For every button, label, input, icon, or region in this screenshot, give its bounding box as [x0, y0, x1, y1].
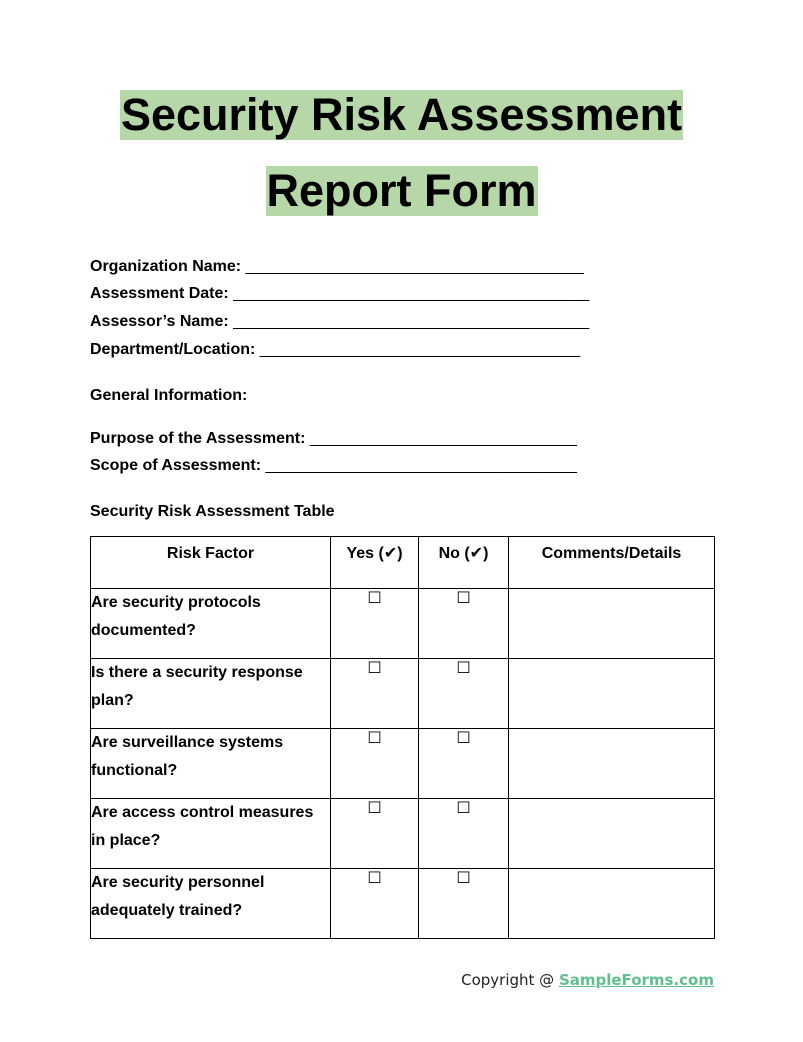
table-row [91, 799, 715, 869]
header-no: No (✔) [419, 537, 509, 589]
risk-factor-cell: Are surveillance systems functional? [91, 729, 331, 799]
comments-cell[interactable] [509, 659, 715, 729]
field-blank-line[interactable]: ____________________________________ [259, 341, 581, 358]
field-blank-line[interactable]: ______________________________________ [245, 258, 584, 275]
no-checkbox[interactable]: ☐ [419, 589, 509, 659]
general-information-heading: General Information: [90, 387, 248, 404]
no-checkbox[interactable]: ☐ [419, 869, 509, 939]
comments-cell[interactable] [509, 799, 715, 869]
risk-factor-cell: Are security protocols documented? [91, 589, 331, 659]
comments-cell[interactable] [509, 869, 715, 939]
field-label: Scope of Assessment: [90, 457, 262, 474]
comments-cell[interactable] [509, 729, 715, 799]
table-row [91, 869, 715, 939]
header-yes: Yes (✔) [331, 537, 419, 589]
field-label: Purpose of the Assessment: [90, 430, 306, 447]
assessment-date-field[interactable] [90, 284, 589, 304]
assessor-name-field[interactable] [90, 312, 589, 332]
field-label: Assessment Date: [90, 285, 229, 302]
field-blank-line[interactable]: ________________________________________ [233, 313, 590, 330]
risk-factor-cell: Are access control measures in place? [91, 799, 331, 869]
field-label: Organization Name: [90, 258, 242, 275]
title-line-2-wrap [0, 166, 803, 216]
page-title-line-2: Report Form [266, 165, 537, 216]
table-row [91, 589, 715, 659]
table-row [91, 729, 715, 799]
table-row [91, 659, 715, 729]
field-blank-line[interactable]: ___________________________________ [265, 457, 577, 474]
field-label: Assessor’s Name: [90, 313, 229, 330]
no-checkbox[interactable]: ☐ [419, 659, 509, 729]
copyright-footer [461, 970, 714, 990]
header-comments: Comments/Details [509, 537, 715, 589]
yes-checkbox[interactable]: ☐ [331, 589, 419, 659]
field-blank-line[interactable]: ________________________________________ [233, 285, 590, 302]
field-blank-line[interactable]: ______________________________ [309, 430, 577, 447]
department-location-field[interactable] [90, 340, 580, 360]
yes-checkbox[interactable]: ☐ [331, 869, 419, 939]
header-risk-factor: Risk Factor [91, 537, 331, 589]
copyright-prefix: Copyright @ [461, 971, 559, 989]
risk-table-heading: Security Risk Assessment Table [90, 503, 335, 520]
scope-field[interactable] [90, 456, 577, 476]
no-checkbox[interactable]: ☐ [419, 799, 509, 869]
yes-checkbox[interactable]: ☐ [331, 659, 419, 729]
field-label: Department/Location: [90, 341, 256, 358]
risk-factor-cell: Is there a security response plan? [91, 659, 331, 729]
risk-factor-cell: Are security personnel adequately trained? [91, 869, 331, 939]
risk-assessment-table [90, 536, 715, 939]
organization-name-field[interactable] [90, 257, 584, 277]
comments-cell[interactable] [509, 589, 715, 659]
yes-checkbox[interactable]: ☐ [331, 729, 419, 799]
purpose-field[interactable] [90, 429, 577, 449]
brand-link[interactable]: SampleForms.com [558, 971, 714, 989]
title-line-1-wrap [0, 90, 803, 140]
page-title-line-1: Security Risk Assessment [120, 89, 683, 140]
no-checkbox[interactable]: ☐ [419, 729, 509, 799]
table-header-row [91, 537, 715, 589]
yes-checkbox[interactable]: ☐ [331, 799, 419, 869]
